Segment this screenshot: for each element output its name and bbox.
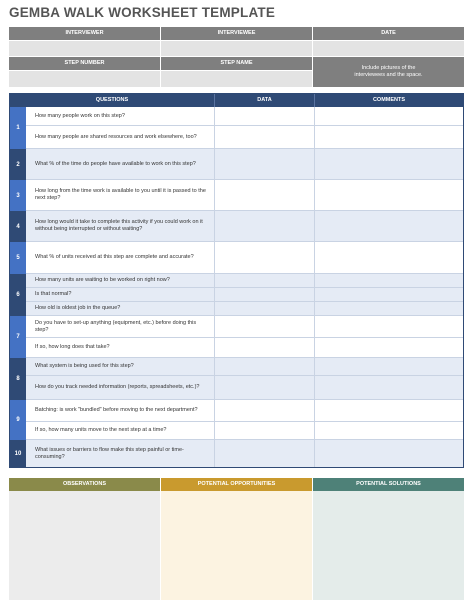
data-cell[interactable] [214, 338, 314, 358]
pictures-note [313, 57, 464, 87]
page-title: GEMBA WALK WORKSHEET TEMPLATE [9, 5, 276, 20]
comment-cell[interactable] [314, 302, 463, 316]
data-cell[interactable] [214, 302, 314, 316]
question-row-9 [10, 400, 463, 440]
solutions-box [313, 478, 464, 600]
question-number: 8 [10, 358, 26, 400]
step-number-header: STEP NUMBER [9, 57, 160, 70]
data-cell[interactable] [214, 211, 314, 242]
question-number: 6 [10, 274, 26, 316]
data-cell[interactable] [214, 376, 314, 400]
observations-box [9, 478, 160, 600]
question-row-7 [10, 316, 463, 358]
question-text: If so, how many units move to the next step at a time? [26, 422, 214, 440]
data-cell[interactable] [214, 149, 314, 180]
question-text: What % of the time do people have available to work on this step? [26, 149, 214, 180]
question-text: What issues or barriers to flow make this step painful or time-consuming? [26, 440, 214, 467]
question-text: How long would it take to complete this activity if you could work on it without being interrupted or without waiting? [26, 211, 214, 242]
question-row-2 [10, 149, 463, 180]
interviewer-field[interactable] [9, 41, 160, 56]
question-text: Is that normal? [26, 288, 214, 302]
question-text: Do you have to set-up anything (equipment, etc.) before doing this step? [26, 316, 214, 338]
questions-header: QUESTIONS [10, 94, 214, 107]
comment-cell[interactable] [314, 242, 463, 274]
data-header: DATA [214, 94, 314, 107]
comment-cell[interactable] [314, 149, 463, 180]
data-cell[interactable] [214, 107, 314, 126]
question-row-10 [10, 440, 463, 467]
question-number: 3 [10, 180, 26, 211]
question-number: 7 [10, 316, 26, 358]
comment-cell[interactable] [314, 126, 463, 149]
data-cell[interactable] [214, 180, 314, 211]
data-cell[interactable] [214, 316, 314, 338]
comment-cell[interactable] [314, 211, 463, 242]
date-header: DATE [313, 27, 464, 40]
question-text: How many people are shared resources and work elsewhere, too? [26, 126, 214, 149]
question-row-8 [10, 358, 463, 400]
question-text: What % of units received at this step are complete and accurate? [26, 242, 214, 274]
comment-cell[interactable] [314, 400, 463, 422]
question-text: Batching: is work "bundled" before moving to the next department? [26, 400, 214, 422]
question-row-5 [10, 242, 463, 274]
question-text: How do you track needed information (reports, spreadsheets, etc.)? [26, 376, 214, 400]
date-field[interactable] [313, 41, 464, 56]
question-number: 4 [10, 211, 26, 242]
pictures-note-line2: interviewees and the space. [354, 72, 423, 78]
question-row-1 [10, 107, 463, 149]
questions-table [9, 93, 464, 468]
data-cell[interactable] [214, 288, 314, 302]
comment-cell[interactable] [314, 440, 463, 467]
question-text: How long from the time work is available to you until it is passed to the next step? [26, 180, 214, 211]
data-cell[interactable] [214, 274, 314, 288]
observations-header: OBSERVATIONS [9, 478, 160, 491]
comment-cell[interactable] [314, 422, 463, 440]
question-text: If so, how long does that take? [26, 338, 214, 358]
solutions-header: POTENTIAL SOLUTIONS [313, 478, 464, 491]
comment-cell[interactable] [314, 288, 463, 302]
interviewee-header: INTERVIEWEE [161, 27, 312, 40]
question-text: How old is oldest job in the queue? [26, 302, 214, 316]
comment-cell[interactable] [314, 338, 463, 358]
interview-info-table [9, 27, 464, 87]
question-number: 10 [10, 440, 26, 467]
data-cell[interactable] [214, 242, 314, 274]
question-text: How many people work on this step? [26, 107, 214, 126]
comment-cell[interactable] [314, 316, 463, 338]
opportunities-header: POTENTIAL OPPORTUNITIES [161, 478, 312, 491]
comment-cell[interactable] [314, 274, 463, 288]
data-cell[interactable] [214, 440, 314, 467]
pictures-note-line1: Include pictures of the [361, 65, 416, 71]
interviewer-header: INTERVIEWER [9, 27, 160, 40]
data-cell[interactable] [214, 422, 314, 440]
question-number: 1 [10, 107, 26, 149]
interviewee-field[interactable] [161, 41, 312, 56]
question-row-6 [10, 274, 463, 316]
question-text: What system is being used for this step? [26, 358, 214, 376]
opportunities-box [161, 478, 312, 600]
solutions-area[interactable] [313, 491, 464, 600]
step-number-field[interactable] [9, 71, 160, 87]
question-row-4 [10, 211, 463, 242]
comments-header: COMMENTS [314, 94, 463, 107]
opportunities-area[interactable] [161, 491, 312, 600]
comment-cell[interactable] [314, 358, 463, 376]
step-name-field[interactable] [161, 71, 312, 87]
step-name-header: STEP NAME [161, 57, 312, 70]
question-row-3 [10, 180, 463, 211]
comment-cell[interactable] [314, 107, 463, 126]
question-number: 2 [10, 149, 26, 180]
data-cell[interactable] [214, 126, 314, 149]
comment-cell[interactable] [314, 376, 463, 400]
question-number: 5 [10, 242, 26, 274]
question-number: 9 [10, 400, 26, 440]
comment-cell[interactable] [314, 180, 463, 211]
data-cell[interactable] [214, 400, 314, 422]
observations-area[interactable] [9, 491, 160, 600]
data-cell[interactable] [214, 358, 314, 376]
question-text: How many units are waiting to be worked on right now? [26, 274, 214, 288]
